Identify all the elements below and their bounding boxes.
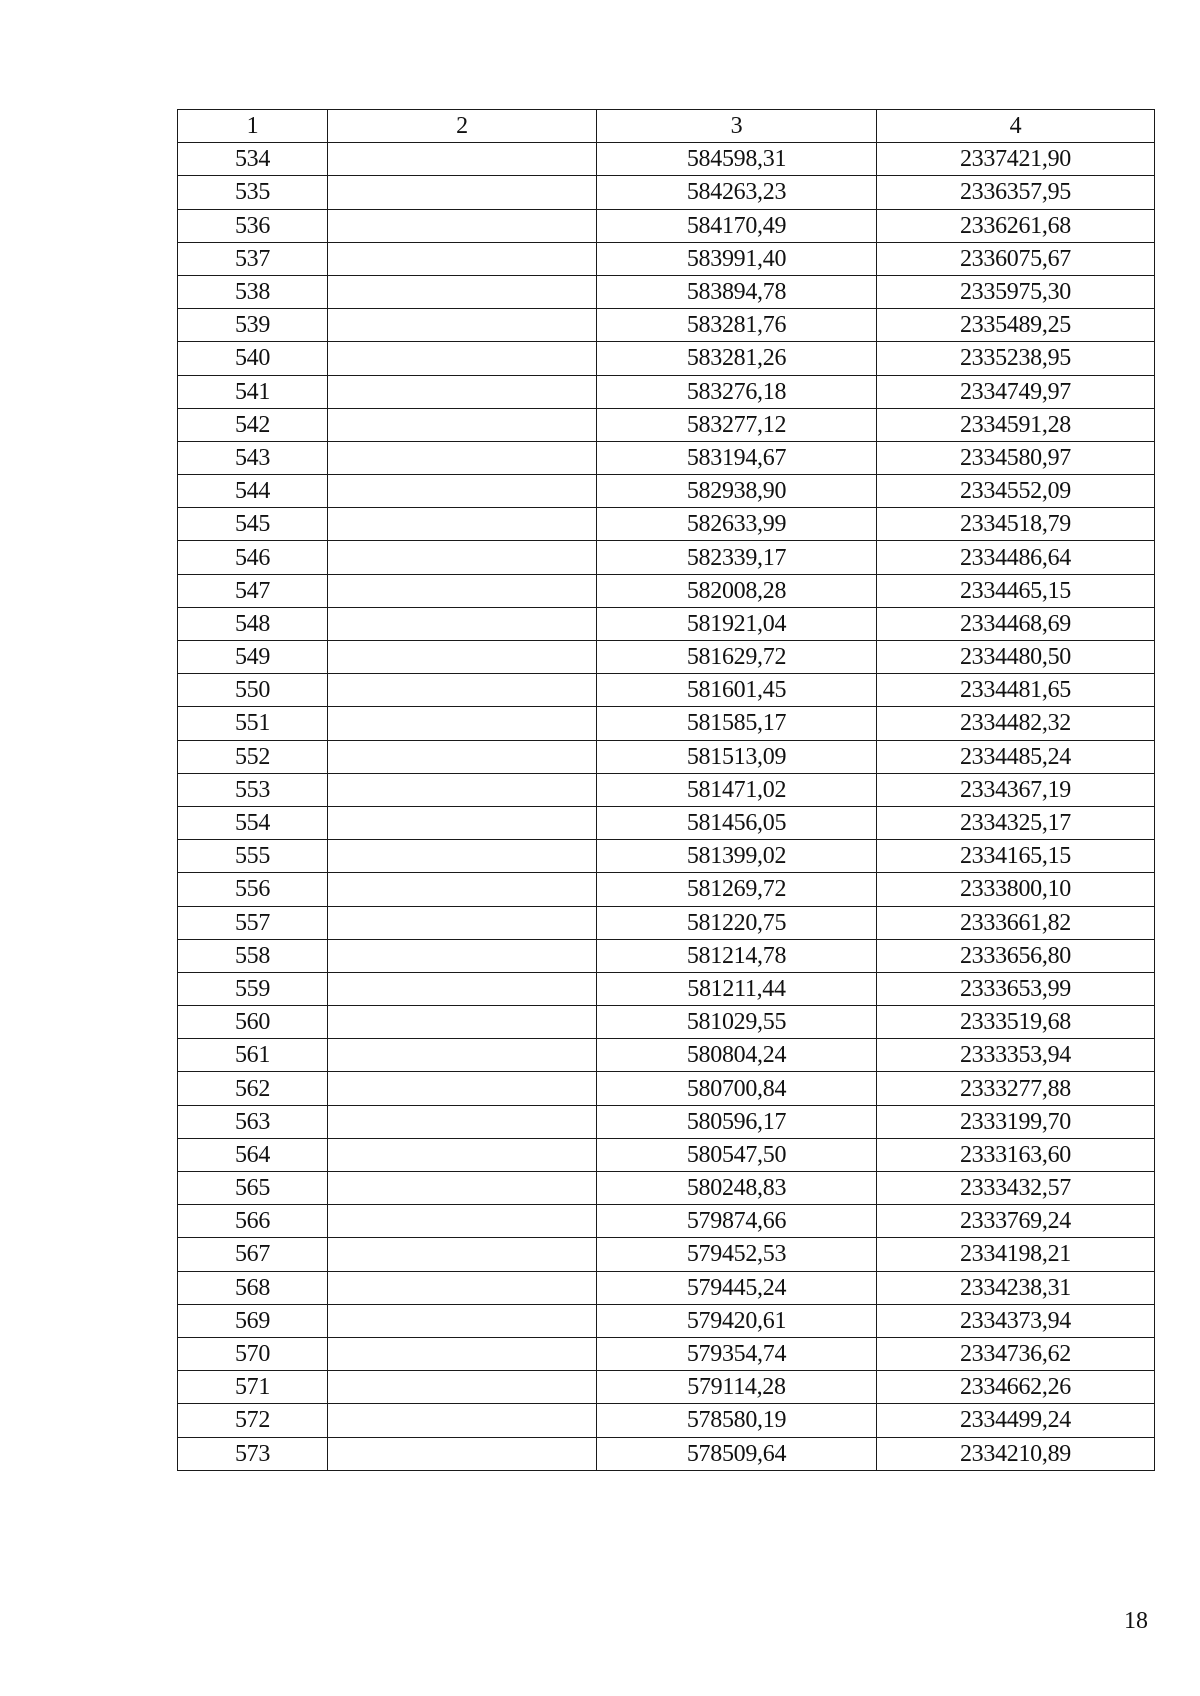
point-number-cell: 563 [178, 1105, 328, 1138]
y-coordinate-cell: 2333163,60 [877, 1138, 1155, 1171]
description-cell [328, 707, 597, 740]
point-number-cell: 540 [178, 342, 328, 375]
table-row [178, 906, 1155, 939]
description-cell [328, 972, 597, 1005]
x-coordinate-cell: 582633,99 [597, 508, 877, 541]
x-coordinate-cell: 579420,61 [597, 1304, 877, 1337]
table-row [178, 773, 1155, 806]
description-cell [328, 441, 597, 474]
description-cell [328, 342, 597, 375]
description-cell [328, 1337, 597, 1370]
y-coordinate-cell: 2333432,57 [877, 1172, 1155, 1205]
point-number-cell: 551 [178, 707, 328, 740]
x-coordinate-cell: 582008,28 [597, 574, 877, 607]
table-row [178, 939, 1155, 972]
point-number-cell: 557 [178, 906, 328, 939]
point-number-cell: 545 [178, 508, 328, 541]
table-row [178, 1238, 1155, 1271]
y-coordinate-cell: 2336075,67 [877, 242, 1155, 275]
y-coordinate-cell: 2336261,68 [877, 209, 1155, 242]
description-cell [328, 143, 597, 176]
y-coordinate-cell: 2334486,64 [877, 541, 1155, 574]
y-coordinate-cell: 2334325,17 [877, 806, 1155, 839]
y-coordinate-cell: 2334165,15 [877, 840, 1155, 873]
x-coordinate-cell: 581456,05 [597, 806, 877, 839]
table-row [178, 1072, 1155, 1105]
x-coordinate-cell: 584598,31 [597, 143, 877, 176]
point-number-cell: 544 [178, 475, 328, 508]
description-cell [328, 939, 597, 972]
description-cell [328, 806, 597, 839]
description-cell [328, 773, 597, 806]
y-coordinate-cell: 2333653,99 [877, 972, 1155, 1005]
column-header-2: 2 [328, 110, 597, 143]
point-number-cell: 556 [178, 873, 328, 906]
y-coordinate-cell: 2334518,79 [877, 508, 1155, 541]
description-cell [328, 1404, 597, 1437]
point-number-cell: 549 [178, 641, 328, 674]
table-row [178, 806, 1155, 839]
table-row [178, 740, 1155, 773]
point-number-cell: 534 [178, 143, 328, 176]
point-number-cell: 569 [178, 1304, 328, 1337]
point-number-cell: 559 [178, 972, 328, 1005]
description-cell [328, 1304, 597, 1337]
y-coordinate-cell: 2335975,30 [877, 275, 1155, 308]
y-coordinate-cell: 2334198,21 [877, 1238, 1155, 1271]
description-cell [328, 1006, 597, 1039]
table-row [178, 375, 1155, 408]
x-coordinate-cell: 583277,12 [597, 408, 877, 441]
x-coordinate-cell: 581029,55 [597, 1006, 877, 1039]
table-row [178, 1371, 1155, 1404]
y-coordinate-cell: 2334210,89 [877, 1437, 1155, 1470]
x-coordinate-cell: 580596,17 [597, 1105, 877, 1138]
table-row [178, 275, 1155, 308]
description-cell [328, 375, 597, 408]
description-cell [328, 1205, 597, 1238]
y-coordinate-cell: 2333800,10 [877, 873, 1155, 906]
x-coordinate-cell: 578509,64 [597, 1437, 877, 1470]
description-cell [328, 740, 597, 773]
x-coordinate-cell: 581471,02 [597, 773, 877, 806]
point-number-cell: 573 [178, 1437, 328, 1470]
point-number-cell: 566 [178, 1205, 328, 1238]
x-coordinate-cell: 580547,50 [597, 1138, 877, 1171]
y-coordinate-cell: 2334485,24 [877, 740, 1155, 773]
table-row [178, 309, 1155, 342]
point-number-cell: 570 [178, 1337, 328, 1370]
description-cell [328, 641, 597, 674]
x-coordinate-cell: 580248,83 [597, 1172, 877, 1205]
point-number-cell: 539 [178, 309, 328, 342]
x-coordinate-cell: 583194,67 [597, 441, 877, 474]
description-cell [328, 242, 597, 275]
description-cell [328, 275, 597, 308]
point-number-cell: 561 [178, 1039, 328, 1072]
y-coordinate-cell: 2334367,19 [877, 773, 1155, 806]
point-number-cell: 564 [178, 1138, 328, 1171]
coordinates-table [177, 109, 1155, 1471]
x-coordinate-cell: 581629,72 [597, 641, 877, 674]
y-coordinate-cell: 2334481,65 [877, 674, 1155, 707]
y-coordinate-cell: 2337421,90 [877, 143, 1155, 176]
table-row [178, 1337, 1155, 1370]
point-number-cell: 567 [178, 1238, 328, 1271]
point-number-cell: 550 [178, 674, 328, 707]
y-coordinate-cell: 2334662,26 [877, 1371, 1155, 1404]
table-row [178, 508, 1155, 541]
point-number-cell: 571 [178, 1371, 328, 1404]
description-cell [328, 209, 597, 242]
description-cell [328, 1271, 597, 1304]
y-coordinate-cell: 2334482,32 [877, 707, 1155, 740]
point-number-cell: 536 [178, 209, 328, 242]
x-coordinate-cell: 580804,24 [597, 1039, 877, 1072]
table-row [178, 1205, 1155, 1238]
description-cell [328, 574, 597, 607]
x-coordinate-cell: 583991,40 [597, 242, 877, 275]
point-number-cell: 548 [178, 607, 328, 640]
y-coordinate-cell: 2335489,25 [877, 309, 1155, 342]
y-coordinate-cell: 2334465,15 [877, 574, 1155, 607]
x-coordinate-cell: 579114,28 [597, 1371, 877, 1404]
y-coordinate-cell: 2336357,95 [877, 176, 1155, 209]
table-row [178, 574, 1155, 607]
x-coordinate-cell: 583281,76 [597, 309, 877, 342]
point-number-cell: 552 [178, 740, 328, 773]
x-coordinate-cell: 581601,45 [597, 674, 877, 707]
point-number-cell: 546 [178, 541, 328, 574]
point-number-cell: 555 [178, 840, 328, 873]
y-coordinate-cell: 2334238,31 [877, 1271, 1155, 1304]
table-row [178, 342, 1155, 375]
description-cell [328, 309, 597, 342]
y-coordinate-cell: 2333656,80 [877, 939, 1155, 972]
y-coordinate-cell: 2334591,28 [877, 408, 1155, 441]
point-number-cell: 560 [178, 1006, 328, 1039]
column-header-4: 4 [877, 110, 1155, 143]
point-number-cell: 542 [178, 408, 328, 441]
description-cell [328, 840, 597, 873]
point-number-cell: 537 [178, 242, 328, 275]
description-cell [328, 408, 597, 441]
x-coordinate-cell: 581585,17 [597, 707, 877, 740]
x-coordinate-cell: 581211,44 [597, 972, 877, 1005]
x-coordinate-cell: 579354,74 [597, 1337, 877, 1370]
x-coordinate-cell: 584170,49 [597, 209, 877, 242]
point-number-cell: 568 [178, 1271, 328, 1304]
table-row [178, 840, 1155, 873]
table-row [178, 1006, 1155, 1039]
column-header-3: 3 [597, 110, 877, 143]
description-cell [328, 1371, 597, 1404]
y-coordinate-cell: 2333661,82 [877, 906, 1155, 939]
table-row [178, 176, 1155, 209]
y-coordinate-cell: 2333199,70 [877, 1105, 1155, 1138]
table-row [178, 242, 1155, 275]
table-row [178, 641, 1155, 674]
table-row [178, 674, 1155, 707]
point-number-cell: 558 [178, 939, 328, 972]
point-number-cell: 565 [178, 1172, 328, 1205]
table-row [178, 873, 1155, 906]
point-number-cell: 538 [178, 275, 328, 308]
description-cell [328, 1072, 597, 1105]
table-row [178, 1039, 1155, 1072]
y-coordinate-cell: 2333277,88 [877, 1072, 1155, 1105]
y-coordinate-cell: 2334480,50 [877, 641, 1155, 674]
y-coordinate-cell: 2333353,94 [877, 1039, 1155, 1072]
table-row [178, 1304, 1155, 1337]
table-row [178, 1271, 1155, 1304]
y-coordinate-cell: 2334749,97 [877, 375, 1155, 408]
y-coordinate-cell: 2333769,24 [877, 1205, 1155, 1238]
table-row [178, 143, 1155, 176]
x-coordinate-cell: 581214,78 [597, 939, 877, 972]
table-row [178, 1172, 1155, 1205]
x-coordinate-cell: 582339,17 [597, 541, 877, 574]
x-coordinate-cell: 582938,90 [597, 475, 877, 508]
x-coordinate-cell: 580700,84 [597, 1072, 877, 1105]
description-cell [328, 1039, 597, 1072]
description-cell [328, 508, 597, 541]
table-row [178, 1437, 1155, 1470]
point-number-cell: 547 [178, 574, 328, 607]
table-row [178, 441, 1155, 474]
x-coordinate-cell: 581513,09 [597, 740, 877, 773]
description-cell [328, 1105, 597, 1138]
table-row [178, 1404, 1155, 1437]
y-coordinate-cell: 2334552,09 [877, 475, 1155, 508]
x-coordinate-cell: 579452,53 [597, 1238, 877, 1271]
table-body [178, 143, 1155, 1471]
x-coordinate-cell: 579874,66 [597, 1205, 877, 1238]
x-coordinate-cell: 578580,19 [597, 1404, 877, 1437]
y-coordinate-cell: 2334373,94 [877, 1304, 1155, 1337]
x-coordinate-cell: 583276,18 [597, 375, 877, 408]
description-cell [328, 176, 597, 209]
point-number-cell: 553 [178, 773, 328, 806]
point-number-cell: 543 [178, 441, 328, 474]
table-row [178, 972, 1155, 1005]
y-coordinate-cell: 2333519,68 [877, 1006, 1155, 1039]
table-row [178, 209, 1155, 242]
x-coordinate-cell: 581399,02 [597, 840, 877, 873]
description-cell [328, 1437, 597, 1470]
x-coordinate-cell: 579445,24 [597, 1271, 877, 1304]
column-header-1: 1 [178, 110, 328, 143]
description-cell [328, 1172, 597, 1205]
x-coordinate-cell: 581921,04 [597, 607, 877, 640]
point-number-cell: 554 [178, 806, 328, 839]
table-row [178, 408, 1155, 441]
x-coordinate-cell: 581220,75 [597, 906, 877, 939]
x-coordinate-cell: 583894,78 [597, 275, 877, 308]
y-coordinate-cell: 2334736,62 [877, 1337, 1155, 1370]
description-cell [328, 607, 597, 640]
point-number-cell: 562 [178, 1072, 328, 1105]
description-cell [328, 674, 597, 707]
description-cell [328, 873, 597, 906]
description-cell [328, 906, 597, 939]
table-row [178, 1105, 1155, 1138]
point-number-cell: 535 [178, 176, 328, 209]
table-row [178, 1138, 1155, 1171]
table-row [178, 607, 1155, 640]
x-coordinate-cell: 581269,72 [597, 873, 877, 906]
table-row [178, 541, 1155, 574]
table-row [178, 475, 1155, 508]
y-coordinate-cell: 2335238,95 [877, 342, 1155, 375]
x-coordinate-cell: 583281,26 [597, 342, 877, 375]
point-number-cell: 572 [178, 1404, 328, 1437]
description-cell [328, 1138, 597, 1171]
description-cell [328, 541, 597, 574]
description-cell [328, 1238, 597, 1271]
table-row [178, 707, 1155, 740]
page-number: 18 [1124, 1608, 1148, 1634]
y-coordinate-cell: 2334580,97 [877, 441, 1155, 474]
x-coordinate-cell: 584263,23 [597, 176, 877, 209]
point-number-cell: 541 [178, 375, 328, 408]
description-cell [328, 475, 597, 508]
y-coordinate-cell: 2334468,69 [877, 607, 1155, 640]
table-header-row [178, 110, 1155, 143]
y-coordinate-cell: 2334499,24 [877, 1404, 1155, 1437]
